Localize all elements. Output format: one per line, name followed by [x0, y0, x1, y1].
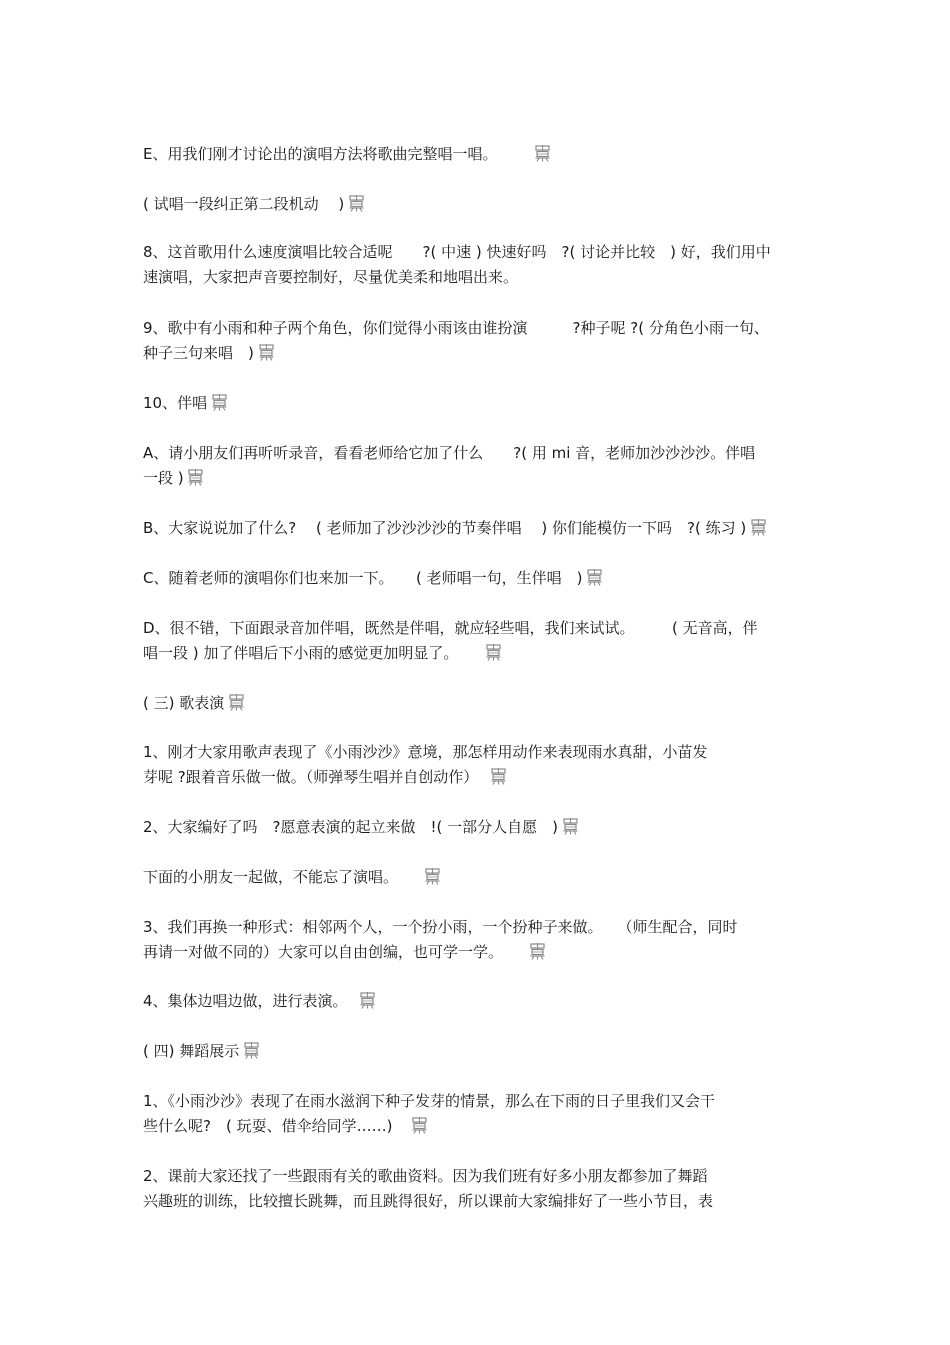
text-line: C、随着老师的演唱你们也来加一下。 ( 老师唱一句，生伴唱 ): [143, 566, 808, 591]
text-line: 8、这首歌用什么速度演唱比较合适呢 ?( 中速 ) 快速好吗 ?( 讨论并比较 ) 好，我们用中: [143, 243, 771, 261]
paragraph-9: [143, 316, 808, 366]
text-line: 再请一对做不同的）大家可以自由创编，也可学一学。: [143, 940, 808, 965]
paragraph-3-2: [143, 815, 808, 840]
text-line: 兴趣班的训练，比较擅长跳舞，而且跳得很好，所以课前大家编排好了一些小节目，表: [143, 1192, 714, 1210]
paragraph-4-2: [143, 1164, 808, 1214]
text-line: 4、集体边唱边做，进行表演。: [143, 989, 808, 1014]
text-line: 速演唱，大家把声音要控制好，尽量优美柔和地唱出来。: [143, 268, 519, 286]
text-line: 种子三句来唱 ): [143, 341, 808, 366]
stamp-icon: [587, 569, 602, 586]
stamp-icon: [535, 145, 550, 162]
stamp-icon: [360, 992, 375, 1009]
text-line: ( 试唱一段纠正第二段机动 ): [143, 192, 808, 217]
text-line: A、请小朋友们再听听录音，看看老师给它加了什么 ?( 用 mi 音，老师加沙沙沙沙。伴唱: [143, 444, 756, 462]
stamp-icon: [188, 469, 203, 486]
text-line: 芽呢 ?跟着音乐做一做。（师弹琴生唱并自创动作）: [143, 765, 808, 790]
text-line: B、大家说说加了什么? ( 老师加了沙沙沙沙的节奏伴唱 ) 你们能模仿一下吗 ?( 练习 ): [143, 516, 808, 541]
text-line: 唱一段 ) 加了伴唱后下小雨的感觉更加明显了。: [143, 641, 808, 666]
section-heading-3: [143, 691, 808, 716]
paragraph-3-3: [143, 915, 808, 965]
text-line: 下面的小朋友一起做，不能忘了演唱。: [143, 865, 808, 890]
text-line: ( 三) 歌表演: [143, 691, 808, 716]
stamp-icon: [229, 694, 244, 711]
stamp-icon: [563, 818, 578, 835]
paragraph-3-1: [143, 740, 808, 790]
text-line: 1、《小雨沙沙》表现了在雨水滋润下种子发芽的情景，那么在下雨的日子里我们又会干: [143, 1092, 716, 1110]
stamp-icon: [491, 768, 506, 785]
text-line: E、用我们刚才讨论出的演唱方法将歌曲完整唱一唱。: [143, 142, 808, 167]
text-line: 一段 ): [143, 466, 808, 491]
text-line: ( 四) 舞蹈展示: [143, 1039, 808, 1064]
text-line: 些什么呢? ( 玩耍、借伞给同学……): [143, 1114, 808, 1139]
paragraph-d: [143, 616, 808, 666]
paragraph-3-4: [143, 989, 808, 1014]
stamp-icon: [486, 644, 501, 661]
paragraph-8: [143, 240, 808, 290]
text-line: 3、我们再换一种形式：相邻两个人，一个扮小雨，一个扮种子来做。 （师生配合，同时: [143, 918, 738, 936]
stamp-icon: [259, 344, 274, 361]
paragraph-a: [143, 441, 808, 491]
section-heading-4: [143, 1039, 808, 1064]
stamp-icon: [751, 519, 766, 536]
stamp-icon: [212, 394, 227, 411]
stamp-icon: [349, 195, 364, 212]
paragraph-4-1: [143, 1089, 808, 1139]
text-line: 2、课前大家还找了一些跟雨有关的歌曲资料。因为我们班有好多小朋友都参加了舞蹈: [143, 1167, 708, 1185]
text-line: 2、大家编好了吗 ?愿意表演的起立来做 !( 一部分人自愿 ): [143, 815, 808, 840]
paragraph-10: [143, 391, 808, 416]
paragraph-trial: [143, 192, 808, 217]
text-line: 10、伴唱: [143, 391, 808, 416]
stamp-icon: [412, 1117, 427, 1134]
paragraph-3-2b: [143, 865, 808, 890]
paragraph-e: [143, 142, 808, 167]
text-line: 9、歌中有小雨和种子两个角色，你们觉得小雨该由谁扮演 ?种子呢 ?( 分角色小雨一句、: [143, 319, 769, 337]
paragraph-b: [143, 516, 808, 541]
text-line: 1、刚才大家用歌声表现了《小雨沙沙》意境，那怎样用动作来表现雨水真甜，小苗发: [143, 743, 708, 761]
text-line: D、很不错，下面跟录音加伴唱，既然是伴唱，就应轻些唱，我们来试试。 ( 无音高，伴: [143, 619, 758, 637]
paragraph-c: [143, 566, 808, 591]
stamp-icon: [244, 1042, 259, 1059]
stamp-icon: [530, 943, 545, 960]
stamp-icon: [425, 868, 440, 885]
